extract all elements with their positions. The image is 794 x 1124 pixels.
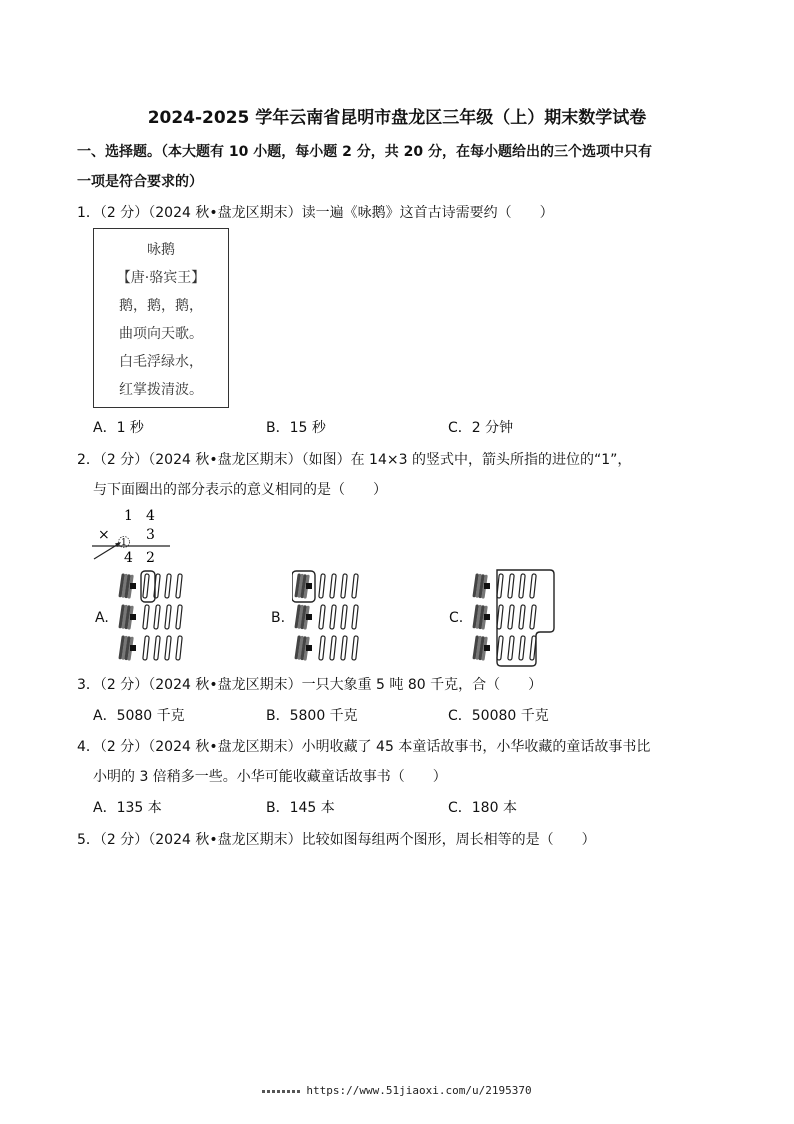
single-stick-icon <box>319 605 325 629</box>
single-stick-icon <box>497 574 503 598</box>
calc-digit: 4 <box>124 550 133 566</box>
q2-option-b[interactable]: B. <box>271 610 286 626</box>
q2-option-b-sticks <box>292 570 376 666</box>
bundle-tie <box>484 583 490 589</box>
section-heading: 一、选择题。（本大题有 10 小题，每小题 2 分，共 20 分，在每小题给出的三个选项中只有 <box>77 144 652 160</box>
single-stick-icon <box>319 574 325 598</box>
stick-bundle-icon <box>118 573 136 598</box>
poem-line: 白毛浮绿水， <box>119 354 203 370</box>
single-stick-icon <box>165 574 171 598</box>
single-stick-icon <box>330 574 336 598</box>
bundle-tie <box>306 645 312 651</box>
stick-bundle-icon <box>472 573 490 598</box>
single-stick-icon <box>352 636 358 660</box>
q2-option-a-sticks <box>116 570 200 666</box>
poem-box <box>93 228 229 408</box>
single-stick-icon <box>497 636 503 660</box>
question-4-text: 4．（2 分）（2024 秋•盘龙区期末）小明收藏了 45 本童话故事书，小华收藏的童话故事书比 <box>77 739 651 755</box>
single-stick-icon <box>143 574 149 598</box>
stick-bundle-icon <box>294 635 312 660</box>
single-stick-icon <box>165 605 171 629</box>
single-stick-icon <box>176 605 182 629</box>
q4-option-b[interactable]: B．145 本 <box>266 800 335 816</box>
q3-option-a[interactable]: A．5080 千克 <box>93 708 185 724</box>
calc-digit: 4 <box>146 508 155 524</box>
single-stick-icon <box>154 636 160 660</box>
single-stick-icon <box>519 574 525 598</box>
calc-digit: 2 <box>146 550 155 566</box>
single-stick-icon <box>508 636 514 660</box>
page-title: 2024-2025 学年云南省昆明市盘龙区三年级（上）期末数学试卷 <box>147 108 647 128</box>
q4-option-a[interactable]: A．135 本 <box>93 800 162 816</box>
question-2-text-cont: 与下面圈出的部分表示的意义相同的是（ ） <box>93 482 387 498</box>
question-3-text: 3．（2 分）（2024 秋•盘龙区期末）一只大象重 5 吨 80 千克，合（ ） <box>77 677 543 693</box>
single-stick-icon <box>154 605 160 629</box>
bundle-tie <box>306 583 312 589</box>
bundle-tie <box>484 645 490 651</box>
single-stick-icon <box>519 605 525 629</box>
question-4-text-cont: 小明的 3 倍稍多一些。小华可能收藏童话故事书（ ） <box>93 769 447 785</box>
single-stick-icon <box>341 636 347 660</box>
single-stick-icon <box>176 636 182 660</box>
single-stick-icon <box>143 636 149 660</box>
footer-url[interactable]: https://www.51jiaoxi.com/u/2195370 <box>306 1084 532 1097</box>
single-stick-icon <box>143 605 149 629</box>
vertical-calculation <box>88 505 178 567</box>
bundle-tie <box>306 614 312 620</box>
single-stick-icon <box>319 636 325 660</box>
q2-option-c-sticks <box>470 566 556 668</box>
poem-line: 曲项向天歌。 <box>119 326 203 342</box>
carry-digit: 1 <box>121 538 127 548</box>
stick-bundle-icon <box>118 604 136 629</box>
stick-bundle-icon <box>472 604 490 629</box>
single-stick-icon <box>165 636 171 660</box>
single-stick-icon <box>530 636 536 660</box>
single-stick-icon <box>330 605 336 629</box>
poem-line: 鹅，鹅，鹅， <box>119 298 203 314</box>
q1-option-c[interactable]: C．2 分钟 <box>448 420 514 436</box>
stick-bundle-icon <box>294 573 312 598</box>
q1-option-b[interactable]: B．15 秒 <box>266 420 326 436</box>
poem-author: 【唐·骆宾王】 <box>116 270 206 286</box>
single-stick-icon <box>530 605 536 629</box>
section-heading-cont: 一项是符合要求的） <box>77 174 203 190</box>
bundle-tie <box>484 614 490 620</box>
q3-option-b[interactable]: B．5800 千克 <box>266 708 358 724</box>
calc-digit: 3 <box>146 527 155 543</box>
single-stick-icon <box>508 574 514 598</box>
footer-link[interactable] <box>0 1084 794 1097</box>
bundle-tie <box>130 583 136 589</box>
single-stick-icon <box>497 605 503 629</box>
question-1-text: 1．（2 分）（2024 秋•盘龙区期末）读一遍《咏鹅》这首古诗需要约（ ） <box>77 205 554 221</box>
single-stick-icon <box>176 574 182 598</box>
single-stick-icon <box>352 574 358 598</box>
single-stick-icon <box>352 605 358 629</box>
single-stick-icon <box>341 605 347 629</box>
footer-dots <box>262 1090 302 1093</box>
stick-bundle-icon <box>472 635 490 660</box>
question-2-text: 2．（2 分）（2024 秋•盘龙区期末）（如图）在 14×3 的竖式中，箭头所指的进位的“1”， <box>77 452 632 468</box>
poem-line: 红掌拨清波。 <box>119 382 203 398</box>
bundle-tie <box>130 645 136 651</box>
bundle-tie <box>130 614 136 620</box>
q1-option-a[interactable]: A．1 秒 <box>93 420 144 436</box>
highlight-loop <box>497 570 554 666</box>
single-stick-icon <box>508 605 514 629</box>
single-stick-icon <box>330 636 336 660</box>
single-stick-icon <box>341 574 347 598</box>
multiply-sign: × <box>98 527 110 543</box>
q2-option-a[interactable]: A. <box>95 610 109 626</box>
stick-bundle-icon <box>118 635 136 660</box>
q3-option-c[interactable]: C．50080 千克 <box>448 708 549 724</box>
single-stick-icon <box>530 574 536 598</box>
poem-title: 咏鹅 <box>147 242 175 258</box>
q4-option-c[interactable]: C．180 本 <box>448 800 517 816</box>
q2-option-c[interactable]: C. <box>449 610 464 626</box>
question-5-text: 5．（2 分）（2024 秋•盘龙区期末）比较如图每组两个图形，周长相等的是（ ） <box>77 832 596 848</box>
stick-bundle-icon <box>294 604 312 629</box>
single-stick-icon <box>519 636 525 660</box>
calc-digit: 1 <box>124 508 133 524</box>
